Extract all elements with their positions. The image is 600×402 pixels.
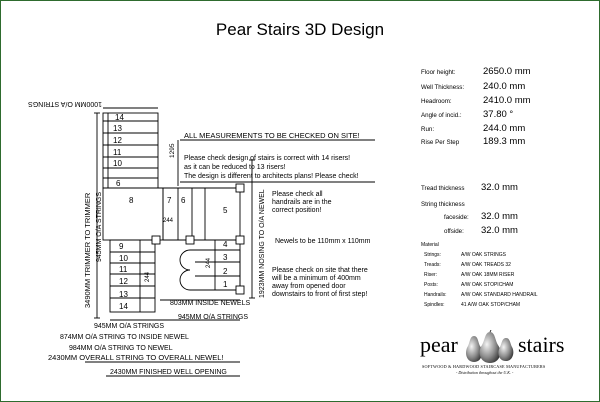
string-inside-newel-dimension: 874MM O/A STRING TO INSIDE NEWEL — [60, 334, 189, 341]
step-number: 6 — [181, 196, 186, 205]
material-value: 41 A/W OAK STOP/CHAM — [461, 302, 521, 308]
newel-post — [186, 236, 194, 244]
step-number: 5 — [223, 206, 228, 215]
step-number: 2 — [223, 267, 228, 276]
material-value: A/W OAK TREADS 32 — [461, 262, 511, 268]
logo-word-stairs: stairs — [518, 332, 565, 357]
spec-label-well-thickness: Well Thickness: — [421, 84, 465, 91]
spec-label-tread-thickness: Tread thickness — [421, 185, 465, 192]
spec-label-floor-height: Floor height: — [421, 69, 456, 76]
spec-value-rise: 189.3 mm — [483, 136, 526, 147]
step-number: 13 — [119, 290, 128, 299]
step-number: 10 — [113, 159, 122, 168]
spec-value-run: 244.0 mm — [483, 123, 526, 134]
note-site: away from opened door — [272, 283, 346, 290]
note-check-design: as it can be reduced to 13 risers! — [184, 164, 286, 171]
strings-945-bottom-dimension: 945MM O/A STRINGS — [94, 323, 165, 330]
spec-value-angle: 37.80 ° — [483, 109, 514, 120]
page-title: Pear Stairs 3D Design — [215, 20, 385, 39]
step-number: 7 — [167, 196, 172, 205]
well-opening-dimension: 2430MM FINISHED WELL OPENING — [110, 369, 227, 376]
step-number: 11 — [113, 148, 122, 157]
spec-label-run: Run: — [421, 126, 435, 133]
material-heading: Material — [421, 242, 439, 248]
string-newel-984-dimension: 984MM O/A STRING TO NEWEL — [69, 345, 173, 352]
step-number: 9 — [119, 242, 124, 251]
spec-value-faceside: 32.0 mm — [481, 211, 518, 222]
spec-value-tread-thickness: 32.0 mm — [481, 182, 518, 193]
material-label: Strings: — [424, 252, 441, 258]
logo-tagline: SOFTWOOD & HARDWOOD STAIRCASE MANUFACTURERS — [422, 364, 546, 369]
note-check-design: Please check design of stairs is correct with 14 risers! — [184, 155, 351, 162]
note-handrails: handrails are in the — [272, 199, 332, 206]
step-number: 6 — [116, 179, 121, 188]
overall-dimension: 2430MM OVERALL STRING TO OVERALL NEWEL! — [48, 353, 224, 362]
note-handrails: Please check all — [272, 191, 323, 198]
dimension-244: 244 — [163, 218, 174, 224]
dimension-244: 244 — [206, 257, 212, 268]
spec-label-rise: Rise Per Step — [421, 139, 460, 146]
material-label: Riser: — [424, 272, 438, 278]
note-site: will be a minimum of 400mm — [272, 275, 361, 282]
nosing-newel-dimension: 1923MM NOSING TO O/A NEWEL — [259, 189, 266, 298]
spec-label-headroom: Headroom: — [421, 98, 452, 105]
step-number: 12 — [113, 136, 122, 145]
material-value: A/W OAK 18MM RISER — [461, 272, 515, 278]
step-number: 11 — [119, 265, 128, 274]
material-label: Handrails: — [424, 292, 447, 298]
spec-value-headroom: 2410.0 mm — [483, 95, 531, 106]
material-label: Posts: — [424, 282, 438, 288]
step-number: 3 — [223, 253, 228, 262]
logo-word-pear: pear — [420, 332, 458, 357]
spec-label-offside: offside: — [444, 228, 464, 235]
step-number: 14 — [119, 302, 128, 311]
material-value: A/W OAK STANDARD HANDRAIL — [461, 292, 538, 298]
newel-post — [152, 236, 160, 244]
o-a-strings-left-dimension: 945MM O/A STRINGS — [96, 191, 103, 262]
spec-label-angle: Angle of incid.: — [421, 112, 462, 119]
material-label: Treads: — [424, 262, 441, 268]
material-value: A/W OAK STOPICHAM — [461, 282, 514, 288]
top-strings-dimension: 1000MM O/A STRINGS — [28, 100, 102, 107]
inside-newels-dimension: 803MM INSIDE NEWELS — [170, 300, 251, 307]
material-value: A/W OAK STRINGS — [461, 252, 507, 258]
spec-label-faceside: faceside: — [444, 214, 469, 221]
spec-label-string-thickness: String thickness — [421, 201, 465, 208]
pear-stairs-logo — [420, 330, 580, 380]
note-site: downstairs to front of first step! — [272, 291, 368, 298]
material-label: Spindles: — [424, 302, 445, 308]
note-measurements: ALL MEASUREMENTS TO BE CHECKED ON SITE! — [184, 131, 360, 140]
strings-945-right-dimension: 945MM O/A STRINGS — [178, 314, 249, 321]
dimension-1295: 1295 — [169, 143, 176, 158]
upper-flight-outline — [103, 113, 158, 188]
newel-post — [236, 286, 244, 294]
logo-subtagline: - Distribution throughout the U.K. - — [456, 370, 514, 375]
spec-value-offside: 32.0 mm — [481, 225, 518, 236]
note-check-design: The design is different to architects plans! Please check! — [184, 173, 359, 180]
step-number: 4 — [223, 240, 228, 249]
step-number: 1 — [223, 280, 228, 289]
newel-post — [236, 184, 244, 192]
note-handrails: correct position! — [272, 207, 322, 214]
note-newels: Newels to be 110mm x 110mm — [275, 238, 371, 245]
pear-icon — [462, 330, 516, 364]
bullnose-step — [180, 250, 240, 290]
trimmer-dimension: 3490MM TRIMMER TO TRIMMER — [83, 192, 92, 308]
step-number: 13 — [113, 124, 122, 133]
dimension-244: 244 — [145, 271, 151, 282]
step-number: 12 — [119, 277, 128, 286]
spec-value-well-thickness: 240.0 mm — [483, 81, 526, 92]
step-number: 8 — [129, 196, 134, 205]
note-site: Please check on site that there — [272, 267, 368, 274]
step-number: 14 — [115, 113, 124, 122]
step-number: 10 — [119, 254, 128, 263]
newel-post — [236, 236, 244, 244]
spec-value-floor-height: 2650.0 mm — [483, 66, 531, 77]
